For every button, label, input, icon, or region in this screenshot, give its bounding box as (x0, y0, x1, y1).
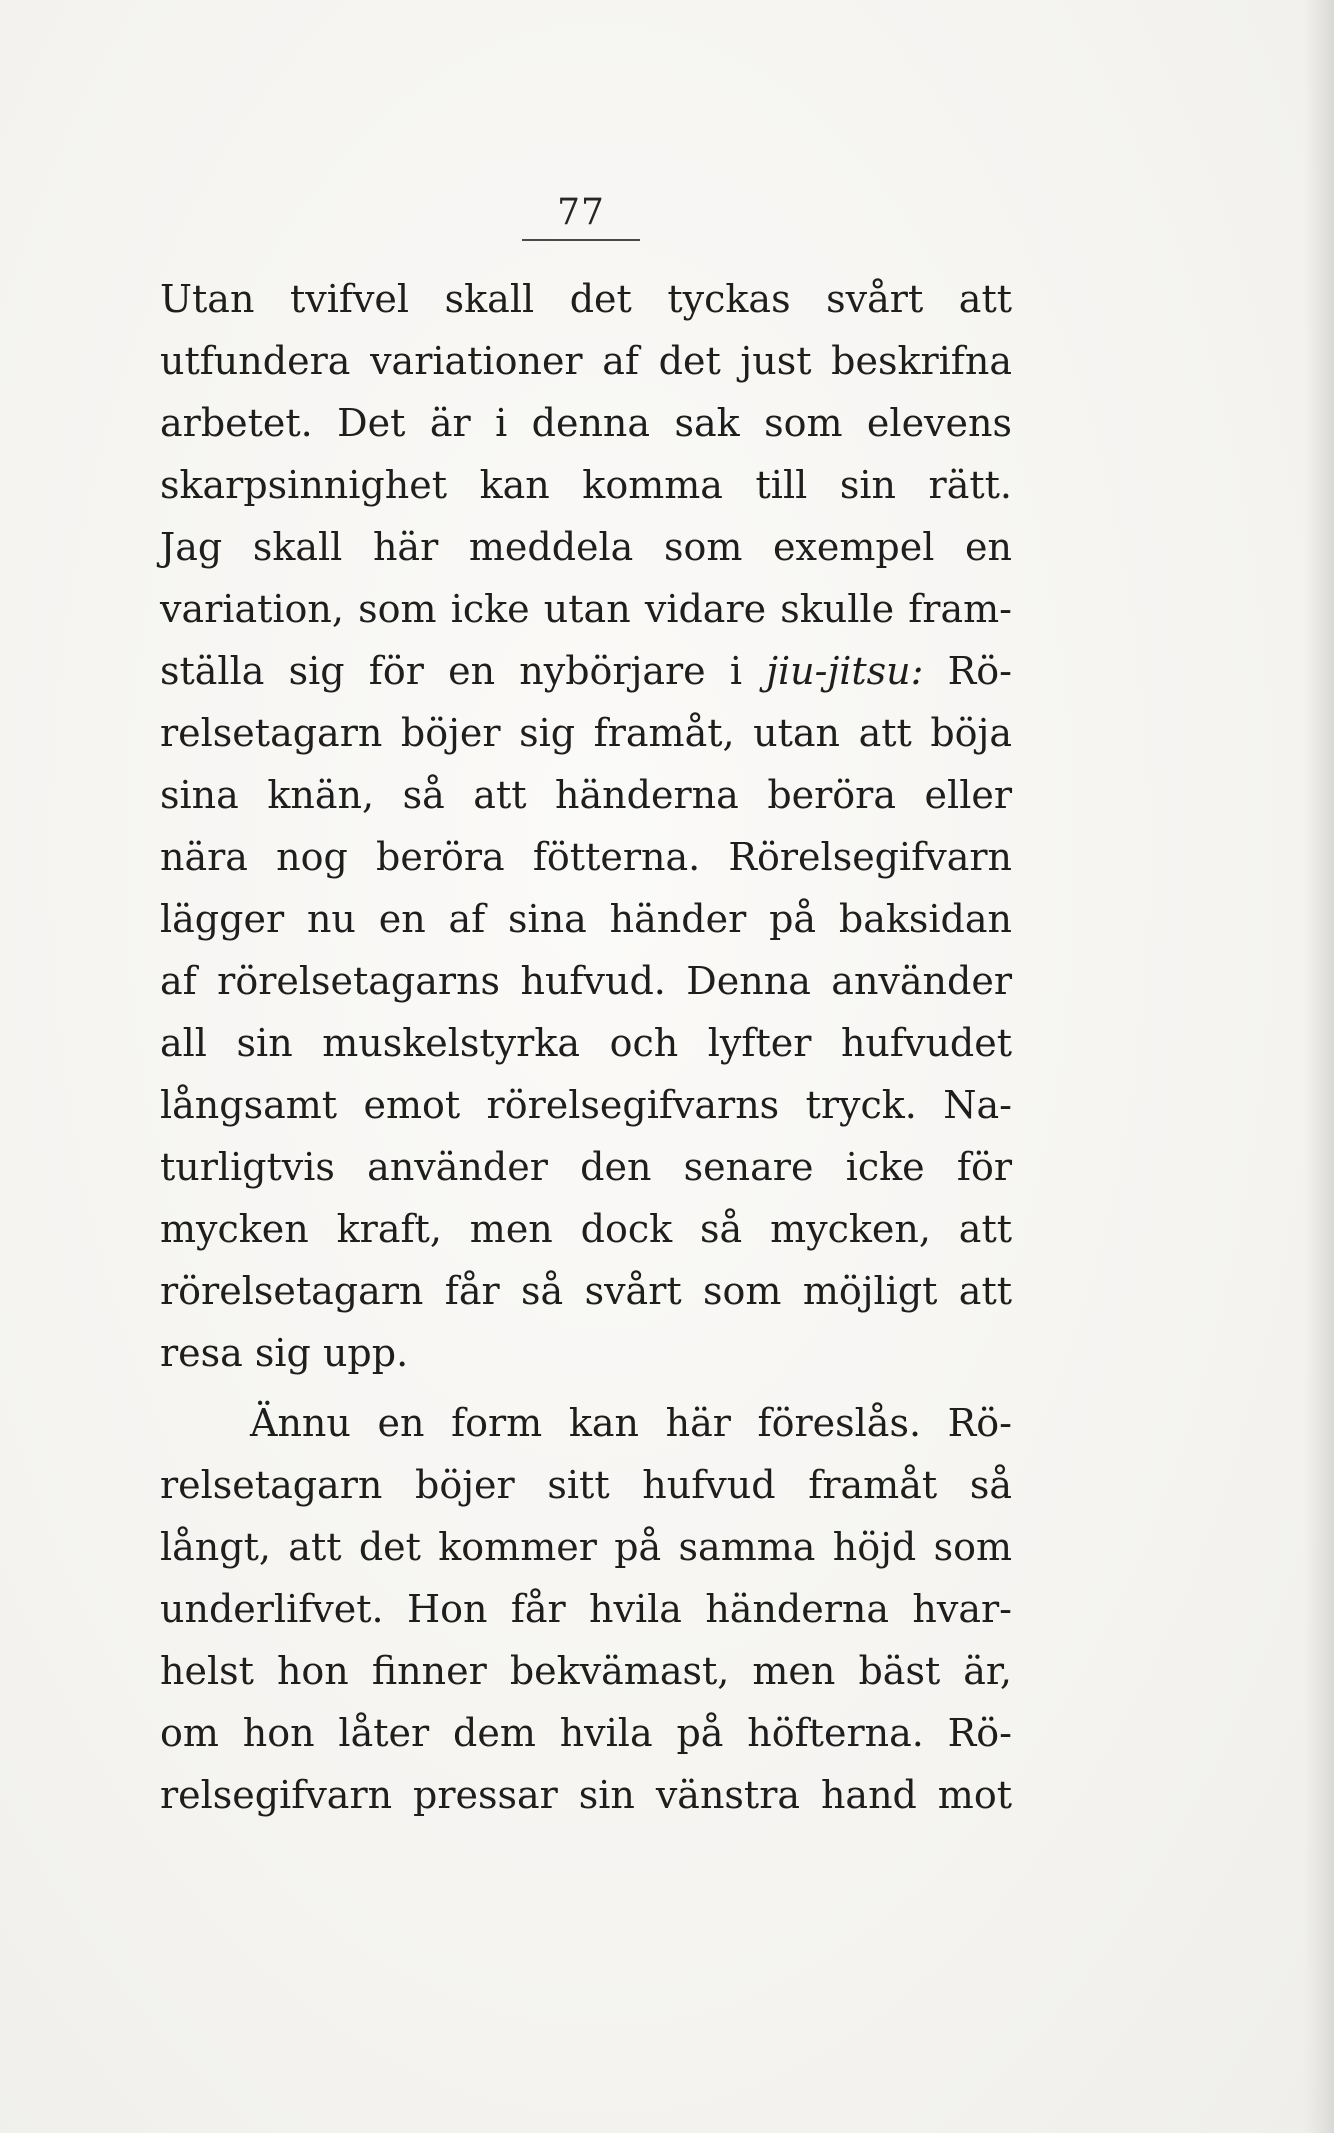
text-line: arbetet. Det är i denna sak som elevens (160, 401, 1012, 445)
text-segment: ställa sig för en nybörjare i (160, 649, 767, 693)
text-line: skarpsinnighet kan komma till sin rätt. (160, 463, 1012, 507)
page-edge-shadow (1304, 0, 1334, 2133)
text-line: utfundera variationer af det just beskrifna (160, 339, 1012, 383)
text-line-with-italic (160, 640, 1012, 702)
page-number-header (522, 192, 640, 241)
text-line: om hon låter dem hvila på höfterna. Rö- (160, 1711, 1012, 1755)
text-line: underlifvet. Hon får hvila händerna hvar- (160, 1587, 1012, 1631)
text-line: sina knän, så att händerna beröra eller (160, 773, 1012, 817)
text-line: lägger nu en af sina händer på baksidan (160, 897, 1012, 941)
text-line: Jag skall här meddela som exempel en (160, 525, 1012, 569)
text-line: resa sig upp. (160, 1331, 409, 1375)
text-line: Utan tvifvel skall det tyckas svårt att (160, 277, 1012, 321)
text-segment: Rö- (923, 649, 1012, 693)
text-line: relsetagarn böjer sig framåt, utan att böja (160, 711, 1012, 755)
text-line: rörelsetagarn får så svårt som möjligt att (160, 1269, 1012, 1313)
text-line: nära nog beröra fötterna. Rörelsegifvarn (160, 835, 1012, 879)
text-line: relsetagarn böjer sitt hufvud framåt så (160, 1463, 1012, 1507)
text-line: turligtvis använder den senare icke för (160, 1145, 1012, 1189)
text-line: Ännu en form kan här föreslås. Rö- (250, 1401, 1012, 1445)
text-line: långt, att det kommer på samma höjd som (160, 1525, 1012, 1569)
text-line: all sin muskelstyrka och lyfter hufvudet (160, 1021, 1012, 1065)
page-number: 77 (557, 192, 605, 233)
text-line: variation, som icke utan vidare skulle fram- (160, 587, 1012, 631)
text-line: relsegifvarn pressar sin vänstra hand mot (160, 1773, 1012, 1817)
text-line: långsamt emot rörelsegifvarns tryck. Na- (160, 1083, 1012, 1127)
text-line: mycken kraft, men dock så mycken, att (160, 1207, 1012, 1251)
text-line: af rörelsetagarns hufvud. Denna använder (160, 959, 1012, 1003)
italic-term: jiu-jitsu: (766, 649, 924, 693)
text-line: helst hon finner bekvämast, men bäst är, (160, 1649, 1012, 1693)
